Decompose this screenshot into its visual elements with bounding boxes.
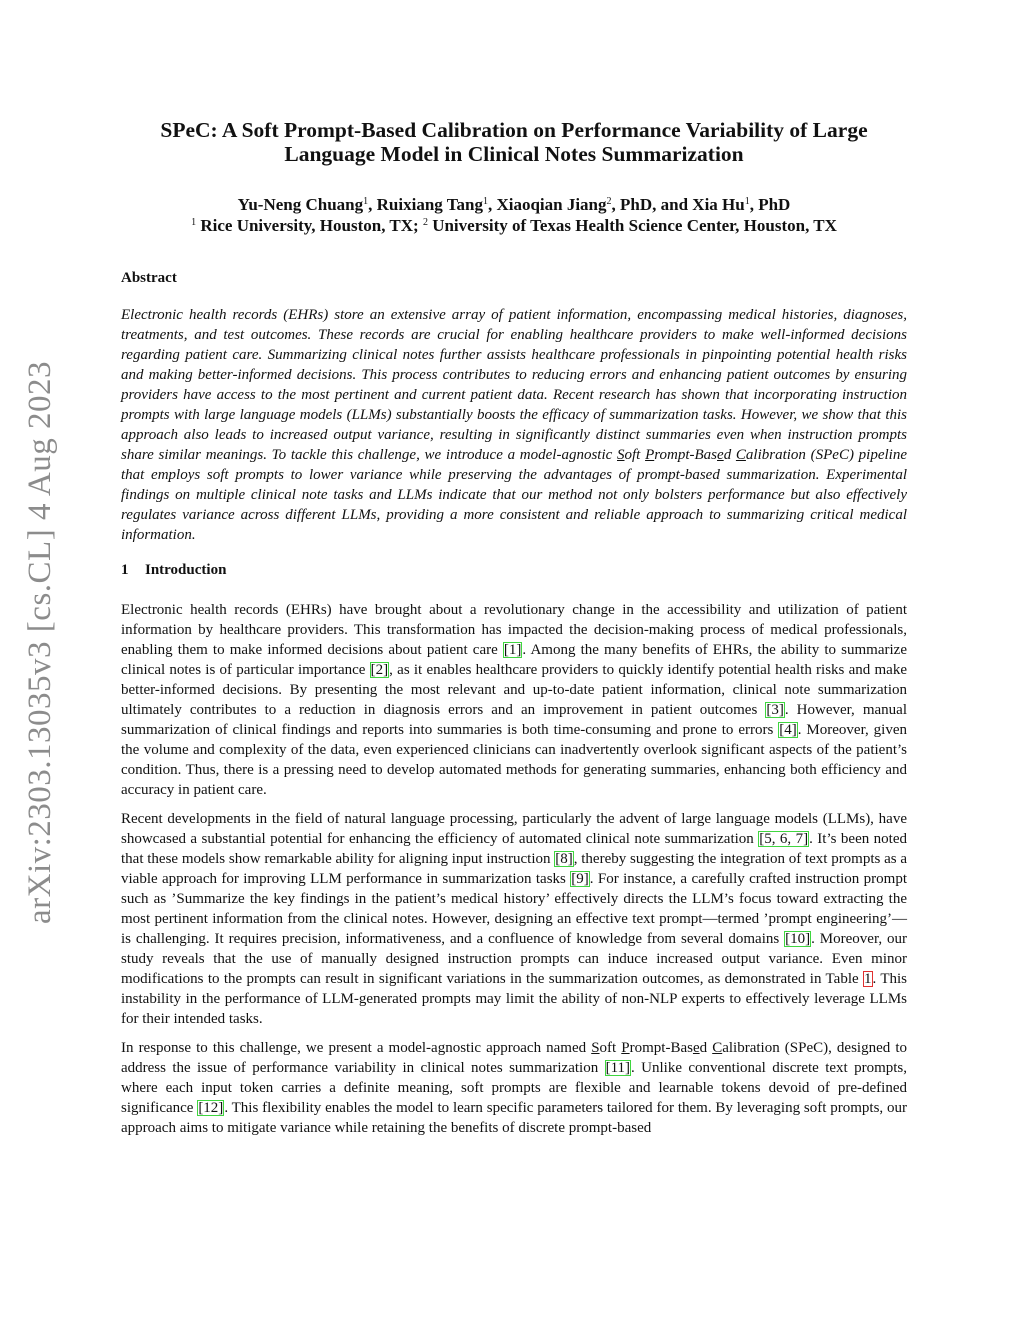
section-introduction-heading xyxy=(121,561,907,579)
citation-link[interactable]: [8] xyxy=(555,851,573,867)
citation-link[interactable]: [2] xyxy=(370,662,389,678)
affiliation-2-mark: 2 xyxy=(422,217,428,228)
affiliation-1-mark: 1 xyxy=(191,217,197,228)
author-4-affiliation: 1 xyxy=(744,196,750,207)
paper-title xyxy=(121,118,907,166)
section-number: 1 xyxy=(121,562,129,578)
abstract-text: Electronic health records (EHRs) store an extensive array of patient information, encompassing medical histories, diagnoses, treatments, and test outcomes. These records are crucial for enabling healthcare providers to make well-informed decisions regarding patient care. Summarizing clinical notes further assists healthcare professionals in pinpointing potential health risks and making better-informed decisions. This process contributes to reducing errors and enhancing patient outcomes by ensuring providers have access to the most pertinent and current patient data. Recent research has shown that incorporating instruction prompts with large language models (LLMs) substantially boosts the efficacy of summarization tasks. However, we show that this approach also leads to increased output variance, resulting in significantly distinct summaries even when instruction prompts share similar meanings. To tackle this challenge, we introduce a model-agnostic Soft Prompt-Based Calibration (SPeC) pipeline that employs soft prompts to lower variance while preserving the advantages of prompt-based summarization. Experimental findings on multiple clinical note tasks and LLMs indicate that our method not only bolsters performance but also effectively regulates variance across different LLMs, providing a more consistent and reliable approach to summarizing critical medical information. xyxy=(121,307,907,543)
citation-link[interactable]: [10] xyxy=(785,931,811,947)
citation-link[interactable]: [1] xyxy=(503,642,522,658)
author-2-affiliation: 1 xyxy=(482,196,488,207)
section-title: Introduction xyxy=(145,562,227,578)
author-5: , PhD xyxy=(749,195,791,214)
affiliation-1: Rice University, Houston, TX; xyxy=(196,216,423,235)
citation-link[interactable]: [9] xyxy=(571,871,589,887)
citation-link[interactable]: [4] xyxy=(779,722,797,738)
intro-paragraph-1: Electronic health records (EHRs) have brought about a revolutionary change in the accessibility and utilization of patient information by healthcare providers. This transformation has impacted the decision-making process of medical professionals, enabling them to make informed decisions about patient care [1]. Among the many benefits of EHRs, the ability to summarize clinical notes is of particular importance [2], as it enables healthcare providers to quickly identify potential health risks and make better-informed decisions. By presenting the most relevant and up-to-date patient information, clinical note summarization ultimately contributes to a reduction in diagnosis errors and an improvement in patient outcomes [3]. However, manual summarization of clinical findings and reports into summaries is both time-consuming and prone to errors [4]. Moreover, given the volume and complexity of the data, even experienced clinicians can inadvertently overlook significant aspects of the patient’s condition. Thus, there is a pressing need to develop automated methods for generating summaries, enhancing both efficiency and accuracy in patient care. xyxy=(121,602,908,798)
author-block xyxy=(121,194,907,236)
intro-paragraph-2: Recent developments in the field of natural language processing, particularly the advent of large language models (LLMs), have showcased a substantial potential for enhancing the efficiency of automated clinical note summarization [5, 6, 7]. It’s been noted that these models show remarkable ability for aligning input instruction [8], thereby suggesting the integration of text prompts as a viable approach for improving LLM performance in summarization tasks [9]. For instance, a carefully crafted instruction prompt such as ’Summarize the key findings in the patient’s medical history’ effectively directs the LLM’s focus toward extracting the most pertinent information from the clinical notes. However, designing an effective text prompt—termed ’prompt engineering’—is challenging. It requires precision, informativeness, and a confluence of knowledge from several domains [10]. Moreover, our study reveals that the use of manually designed instruction prompts can induce increased output variance. Even minor modifications to the prompts can result in significant variations in the summarization outcomes, as demonstrated in Table 1. This instability in the performance of LLM-generated prompts may limit the ability of non-NLP experts to effectively leverage LLMs for their intended tasks. xyxy=(121,811,908,1027)
citation-link[interactable]: [3] xyxy=(766,702,784,718)
title-line-2: Language Model in Clinical Notes Summarization xyxy=(284,142,744,166)
author-1-affiliation: 1 xyxy=(363,196,369,207)
paper-page xyxy=(121,118,907,1138)
affiliations xyxy=(121,215,907,236)
affiliation-2: University of Texas Health Science Center, Houston, TX xyxy=(427,216,837,235)
author-3-affiliation: 2 xyxy=(606,196,612,207)
author-names xyxy=(121,194,907,215)
title-line-1: SPeC: A Soft Prompt-Based Calibration on Performance Variability of Large xyxy=(160,118,868,142)
citation-link[interactable]: [11] xyxy=(605,1060,631,1076)
citation-link[interactable]: [5, 6, 7] xyxy=(759,831,809,847)
abstract-heading: Abstract xyxy=(121,270,177,286)
intro-paragraph-3: In response to this challenge, we present a model-agnostic approach named Soft Prompt-Based Calibration (SPeC), designed to address the issue of performance variability in clinical notes summarization [11]. Unlike conventional discrete text prompts, where each input token carries a definite meaning, soft prompts are flexible and learnable tokens devoid of pre-defined significance [12]. This flexibility enables the model to learn specific parameters tailored for them. By leveraging soft prompts, our approach aims to mitigate variance while retaining the benefits of discrete prompt-based xyxy=(121,1040,907,1136)
table-reference-link[interactable]: 1 xyxy=(864,971,872,987)
author-3: , Xiaoqian Jiang xyxy=(487,195,607,214)
author-1: Yu-Neng Chuang xyxy=(237,195,364,214)
author-4: , PhD, and Xia Hu xyxy=(611,195,745,214)
author-2: , Ruixiang Tang xyxy=(368,195,483,214)
arxiv-identifier-stamp: arXiv:2303.13035v3 [cs.CL] 4 Aug 2023 xyxy=(22,361,58,924)
citation-link[interactable]: [12] xyxy=(198,1100,224,1116)
